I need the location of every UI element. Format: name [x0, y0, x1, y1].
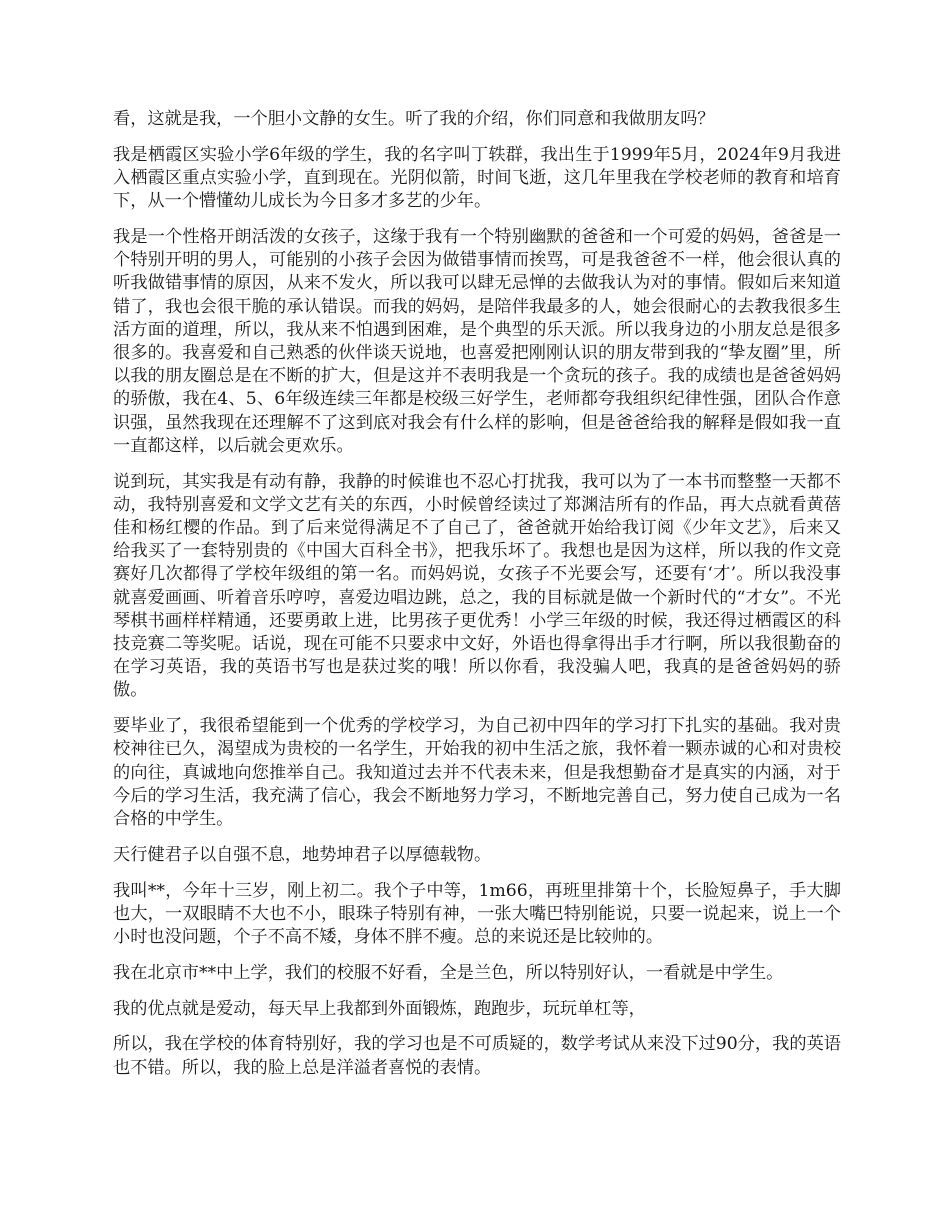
- paragraph-9: 我的优点就是爱动，每天早上我都到外面锻炼，跑跑步，玩玩单杠等，: [113, 998, 646, 1019]
- paragraph-6: 天行健君子以自强不息，地势坤君子以厚德载物。: [113, 844, 492, 865]
- paragraph-8: 我在北京市**中上学，我们的校服不好看，全是兰色，所以特别好认，一看就是中学生。: [113, 962, 784, 983]
- paragraph-10: 所以，我在学校的体育特别好，我的学习也是不可质疑的，数学考试从来没下过90分，我的英语也不错。所以，我的脸上总是洋溢者喜悦的表情。: [113, 1034, 841, 1078]
- paragraph-2: 我是栖霞区实验小学6年级的学生，我的名字叫丁轶群，我出生于1999年5月，2024年9月我进入栖霞区重点实验小学，直到现在。光阴似箭，时间飞逝，这几年里我在学校老师的教育和培育下，从一个懵懂幼儿成长为今日多才多艺的少年。: [113, 144, 841, 212]
- paragraph-7: 我叫**，今年十三岁，刚上初二。我个子中等，1m66，再班里排第十个，长脸短鼻子，手大脚也大，一双眼睛不大也不小，眼珠子特别有神，一张大嘴巴特别能说，只要一说起来，说上一个小时也没问题，个子不高不矮，身体不胖不瘦。总的来说还是比较帅的。: [113, 880, 841, 948]
- paragraph-5: 要毕业了，我很希望能到一个优秀的学校学习，为自己初中四年的学习打下扎实的基础。我对贵校神往已久，渴望成为贵校的一名学生，开始我的初中生活之旅，我怀着一颗赤诚的心和对贵校的向往，真诚地向您推举自己。我知道过去并不代表未来，但是我想勤奋才是真实的内涵，对于今后的学习生活，我充满了信心，我会不断地努力学习，不断地完善自己，努力使自己成为一名合格的中学生。: [113, 716, 841, 830]
- paragraph-3: 我是一个性格开朗活泼的女孩子，这缘于我有一个特别幽默的爸爸和一个可爱的妈妈，爸爸是一个特别开明的男人，可能别的小孩子会因为做错事情而挨骂，可是我爸爸不一样，他会很认真的听我做错事情的原因，从来不发火，所以我可以肆无忌惮的去做我认为对的事情。假如后来知道错了，我也会很干脆的承认错误。而我的妈妈，是陪伴我最多的人，她会很耐心的去教我很多生活方面的道理，所以，我从来不怕遇到困难，是个典型的乐天派。所以我身边的小朋友总是很多很多的。我喜爱和自己熟悉的伙伴谈天说地，也喜爱把刚刚认识的朋友带到我的“挚友圈”里，所以我的朋友圈总是在不断的扩大，但是这并不表明我是一个贪玩的孩子。我的成绩也是爸爸妈妈的骄傲，我在4、5、6年级连续三年都是校级三好学生，老师都夸我组织纪律性强，团队合作意识强，虽然我现在还理解不了这到底对我会有什么样的影响，但是爸爸给我的解释是假如我一直一直都这样，以后就会更欢乐。: [113, 227, 841, 456]
- document-body: [113, 108, 841, 1092]
- paragraph-1: 看，这就是我，一个胆小文静的女生。听了我的介绍，你们同意和我做朋友吗？: [113, 109, 715, 129]
- paragraph-4: 说到玩，其实我是有动有静，我静的时候谁也不忍心打扰我，我可以为了一本书而整整一天都不动，我特别喜爱和文学文艺有关的东西，小时候曾经读过了郑渊洁所有的作品，再大点就看黄蓓佳和杨红樱的作品。到了后来觉得满足不了自己了，爸爸就开始给我订阅《少年文艺》，后来又给我买了一套特别贵的《中国大百科全书》，把我乐坏了。我想也是因为这样，所以我的作文竞赛好几次都得了学校年级组的第一名。而妈妈说，女孩子不光要会写，还要有‘才’。所以我没事就喜爱画画、听着音乐哼哼，喜爱边唱边跳，总之，我的目标就是做一个新时代的“才女”。不光琴棋书画样样精通，还要勇敢上进，比男孩子更优秀！小学三年级的时候，我还得过栖霞区的科技竞赛二等奖呢。话说，现在可能不只要求中文好，外语也得拿得出手才行啊，所以我很勤奋的在学习英语，我的英语书写也是获过奖的哦！所以你看，我没骗人吧，我真的是爸爸妈妈的骄傲。: [113, 471, 841, 701]
